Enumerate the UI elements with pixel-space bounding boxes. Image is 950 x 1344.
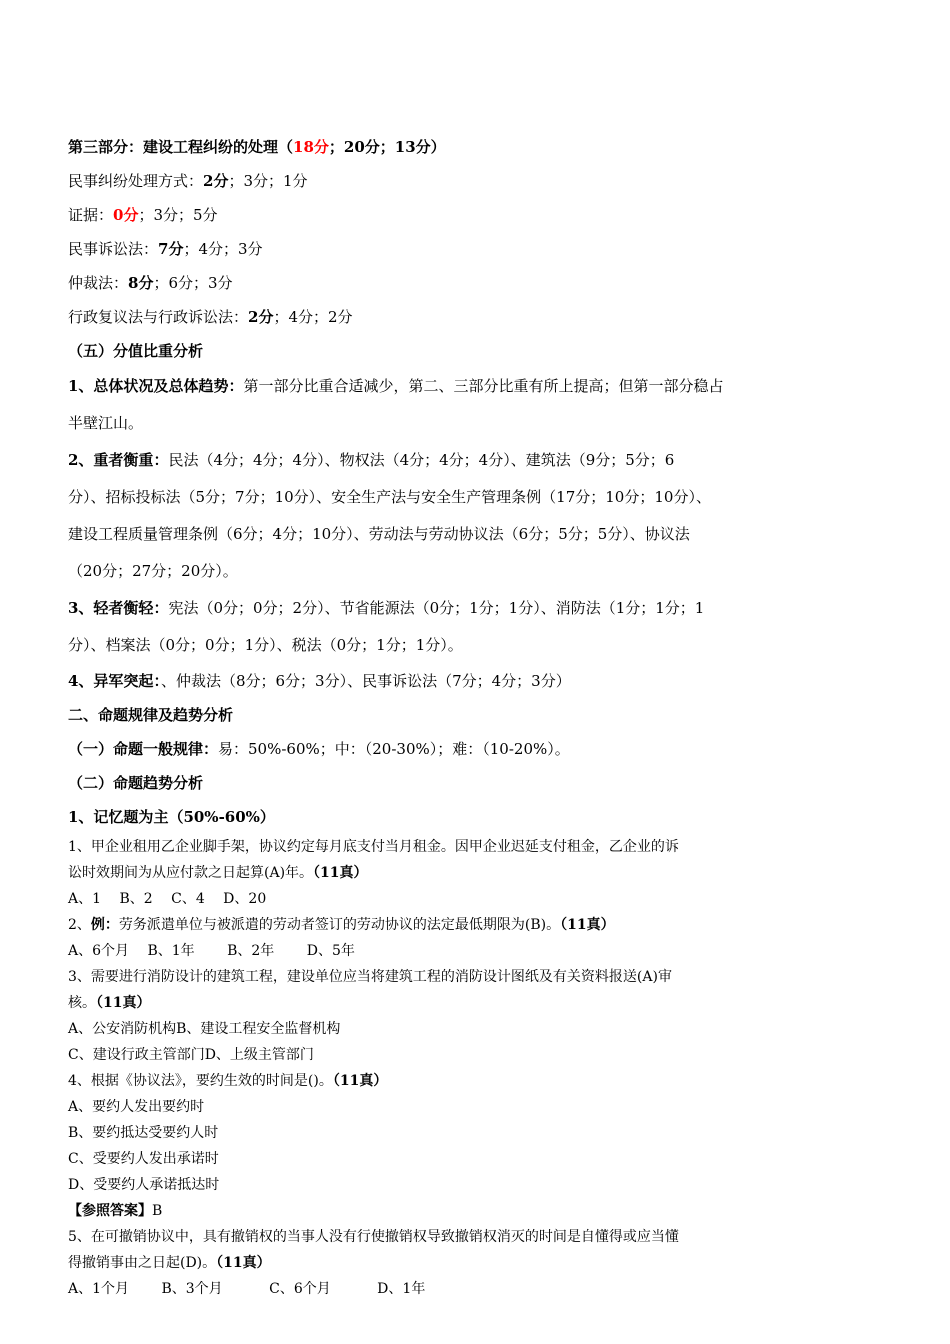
answer-options: A、公安消防机构B、建设工程安全监督机构 — [68, 1021, 341, 1037]
exam-tag: （11真） — [332, 1073, 388, 1089]
paragraph-line: 半壁江山。 — [68, 414, 144, 432]
question-line: 1、甲企业租用乙企业脚手架，协议约定每月底支付当月租金。因甲企业迟延支付租金，乙企业的诉 — [68, 839, 679, 855]
question-line: 得撤销事由之日起(D)。（11真） — [68, 1255, 271, 1271]
exam-tag: （11真） — [313, 865, 368, 881]
section-heading: （五）分值比重分析 — [68, 342, 204, 360]
score-row: 证据：0分；3分；5分 — [68, 206, 218, 224]
answer-options: A、1个月 B、3个月 C、6个月 D、1年 — [68, 1281, 426, 1297]
paragraph-line: 2、重者衡重：民法（4分；4分；4分）、物权法（4分；4分；4分）、建筑法（9分；5分；6 — [68, 451, 675, 469]
part3-heading: 第三部分：建设工程纠纷的处理（18分；20分；13分） — [68, 138, 446, 156]
paragraph-line: 分）、招标投标法（5分；7分；10分）、安全生产法与安全生产管理条例（17分；10分；10分）、 — [68, 488, 711, 506]
reference-answer: 【参照答案】B — [68, 1203, 163, 1219]
paragraph-line: 建设工程质量管理条例（6分；4分；10分）、劳动法与劳动协议法（6分；5分；5分）、协议法 — [68, 525, 690, 543]
paragraph-line: 1、总体状况及总体趋势：第一部分比重合适减少，第二、三部分比重有所上提高；但第一部分稳占 — [68, 377, 724, 395]
question-line: 4、根据《协议法》，要约生效的时间是()。（11真） — [68, 1073, 388, 1089]
section-heading: 二、命题规律及趋势分析 — [68, 706, 234, 724]
question-line: 核。（11真） — [68, 995, 151, 1011]
paragraph-line: 4、异军突起：、仲裁法（8分；6分；3分）、民事诉讼法（7分；4分；3分） — [68, 672, 571, 690]
score-row: 行政复议法与行政诉讼法：2分；4分；2分 — [68, 308, 353, 326]
section-heading: （二）命题趋势分析 — [68, 774, 204, 792]
question-line: 讼时效期间为从应付款之日起算(A)年。（11真） — [68, 865, 368, 881]
question-line: 3、需要进行消防设计的建筑工程，建设单位应当将建筑工程的消防设计图纸及有关资料报送(A)审 — [68, 969, 672, 985]
question-line: 2、例：劳务派遣单位与被派遣的劳动者签订的劳动协议的法定最低期限为(B)。（11真） — [68, 917, 615, 933]
paragraph-line: （一）命题一般规律：易：50%-60%；中：（20-30%）；难：（10-20%）。 — [68, 740, 570, 758]
paragraph-line: （20分；27分；20分）。 — [68, 562, 238, 580]
paragraph-line: 分）、档案法（0分；0分；1分）、税法（0分；1分；1分）。 — [68, 636, 463, 654]
answer-option: C、受要约人发出承诺时 — [68, 1151, 219, 1167]
answer-options: C、建设行政主管部门D、上级主管部门 — [68, 1047, 314, 1063]
exam-tag: （11真） — [96, 995, 151, 1011]
document-page — [68, 130, 848, 1302]
answer-option: D、受要约人承诺抵达时 — [68, 1177, 220, 1193]
score-row: 仲裁法：8分；6分；3分 — [68, 274, 233, 292]
section-heading: 1、记忆题为主（50%-60%） — [68, 808, 275, 826]
highlight-score: 18分 — [293, 138, 329, 156]
exam-tag: （11真） — [560, 917, 615, 933]
score-row: 民事纠纷处理方式：2分；3分；1分 — [68, 172, 308, 190]
paragraph-line: 3、轻者衡轻：宪法（0分；0分；2分）、节省能源法（0分；1分；1分）、消防法（1分；1分；1 — [68, 599, 705, 617]
answer-option: B、要约抵达受要约人时 — [68, 1125, 219, 1141]
answer-option: A、要约人发出要约时 — [68, 1099, 205, 1115]
question-line: 5、在可撤销协议中，具有撤销权的当事人没有行使撤销权导致撤销权消灭的时间是自懂得或应当懂 — [68, 1229, 679, 1245]
answer-options: A、1 B、2 C、4 D、20 — [68, 891, 267, 907]
highlight-score: 0分 — [113, 206, 139, 224]
answer-options: A、6个月 B、1年 B、2年 D、5年 — [68, 943, 355, 959]
score-row: 民事诉讼法：7分；4分；3分 — [68, 240, 263, 258]
exam-tag: （11真） — [216, 1255, 271, 1271]
